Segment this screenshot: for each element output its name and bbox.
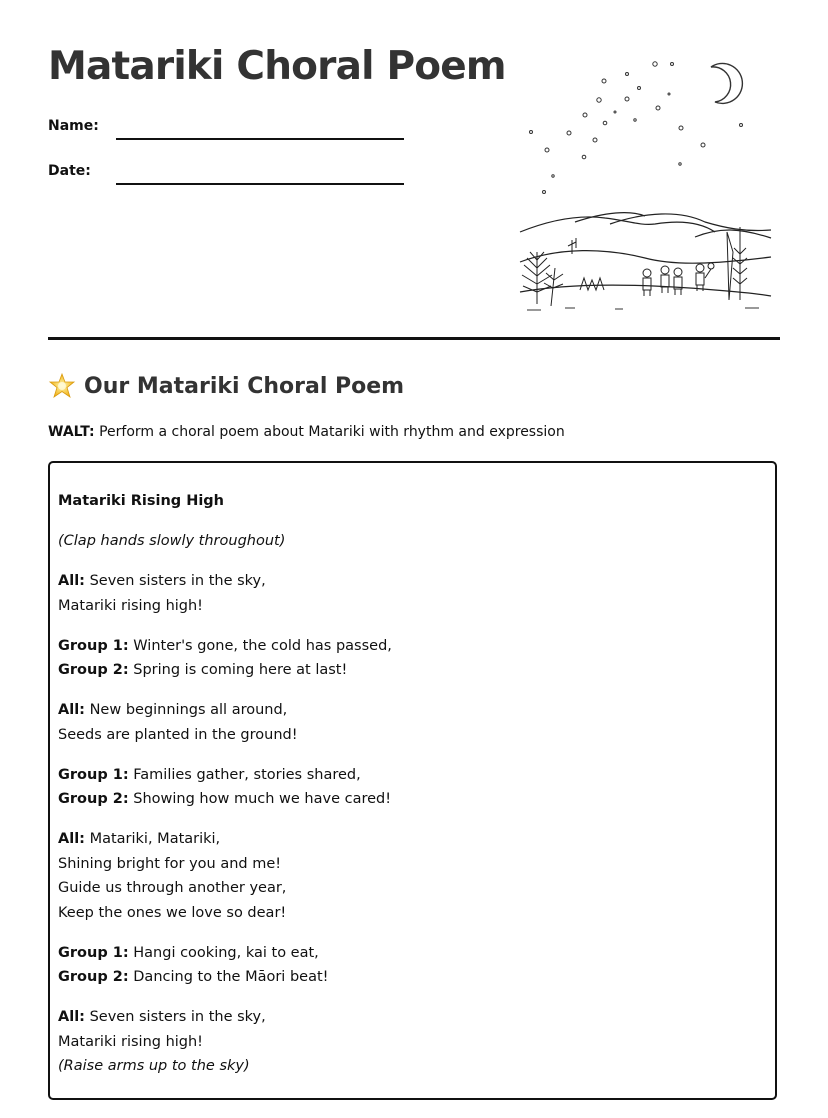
date-label: Date:	[48, 163, 91, 179]
name-field[interactable]	[116, 138, 404, 140]
header-divider	[48, 337, 780, 340]
speaker-label: Group 2:	[58, 791, 129, 807]
poem-instruction-end: (Raise arms up to the sky)	[58, 1058, 250, 1074]
poem-line	[58, 658, 767, 683]
name-label: Name:	[48, 118, 99, 134]
stars-cluster	[530, 62, 743, 194]
poem-line: Seeds are planted in the ground!	[58, 726, 298, 743]
speaker-label: All:	[58, 1009, 85, 1025]
poem-line	[58, 827, 767, 852]
section-heading	[48, 372, 404, 400]
poem-line: Shining bright for you and me!	[58, 855, 282, 872]
poem-line	[58, 569, 767, 594]
walt-label: WALT:	[48, 424, 95, 440]
poem-line	[58, 1005, 767, 1030]
walt-line	[48, 424, 565, 440]
children-figures	[643, 263, 714, 296]
page-title: Matariki Choral Poem	[48, 44, 506, 89]
speaker-label: All:	[58, 831, 85, 847]
line-text: New beginnings all around,	[84, 702, 288, 718]
poem-line	[58, 698, 767, 723]
poem-line: Matariki rising high!	[58, 1033, 203, 1050]
section-title: Our Matariki Choral Poem	[84, 373, 405, 399]
poem-box	[48, 461, 777, 1100]
poem-line	[58, 634, 767, 659]
line-text: Winter's gone, the cold has passed,	[128, 637, 392, 654]
line-text: Families gather, stories shared,	[128, 766, 361, 783]
walt-text: Perform a choral poem about Matariki with rhythm and expression	[94, 424, 565, 440]
line-text: Seven sisters in the sky,	[84, 573, 266, 589]
matariki-night-landscape-illustration	[515, 52, 777, 314]
line-text: Dancing to the Māori beat!	[128, 969, 329, 985]
poem-line: Keep the ones we love so dear!	[58, 904, 287, 921]
speaker-label: Group 2:	[58, 662, 129, 678]
poem-title: Matariki Rising High	[58, 493, 225, 509]
speaker-label: All:	[58, 702, 85, 718]
line-text: Showing how much we have cared!	[128, 791, 392, 807]
speaker-label: Group 1:	[58, 766, 129, 783]
poem-line	[58, 941, 767, 966]
speaker-label: Group 2:	[58, 969, 129, 985]
speaker-label: Group 1:	[58, 637, 129, 654]
poem-line	[58, 763, 767, 788]
crescent-moon-icon	[711, 63, 742, 103]
line-text: Hangi cooking, kai to eat,	[128, 944, 319, 961]
poem-line	[58, 787, 767, 812]
hills	[520, 213, 771, 296]
line-text: Spring is coming here at last!	[128, 662, 348, 678]
poem-instruction-start: (Clap hands slowly throughout)	[58, 533, 286, 549]
line-text: Matariki, Matariki,	[84, 831, 221, 847]
poem-line: Matariki rising high!	[58, 597, 203, 614]
ground-grass	[527, 308, 759, 310]
line-text: Seven sisters in the sky,	[84, 1009, 266, 1025]
poem-line	[58, 965, 767, 990]
poem-line: Guide us through another year,	[58, 880, 287, 896]
date-field[interactable]	[116, 183, 404, 185]
ferns-and-plants	[522, 227, 747, 306]
speaker-label: All:	[58, 573, 85, 589]
star-icon	[48, 372, 76, 400]
speaker-label: Group 1:	[58, 944, 129, 961]
